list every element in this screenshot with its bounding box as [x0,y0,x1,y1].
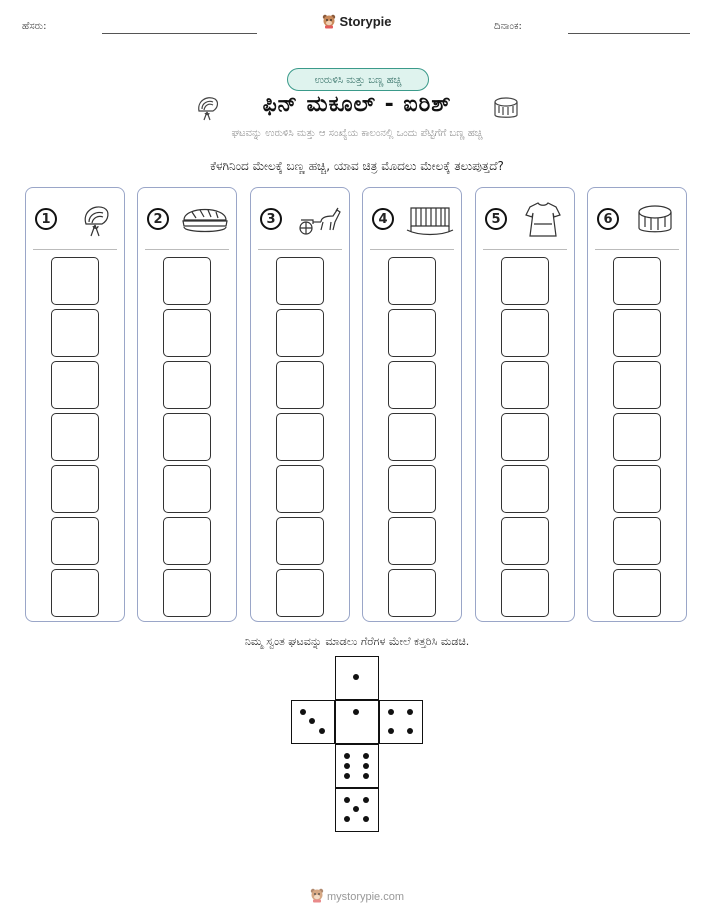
column-1 [25,187,125,622]
color-box[interactable] [388,257,436,305]
die-face-1b [335,700,379,744]
column-number: 2 [147,208,169,230]
color-box[interactable] [276,569,324,617]
column-number: 5 [485,208,507,230]
die-pip [363,753,369,759]
cradle-icon [405,200,455,238]
cut-instruction: ನಿಮ್ಮ ಸ್ವಂತ ಘಟವನ್ನು ಮಾಡಲು ಗೆರೆಗಳ ಮೇಲೆ ಕತ್ತರಿಸಿ ಮಡಚಿ. [244,635,470,648]
color-box[interactable] [51,413,99,461]
column-5 [475,187,575,622]
cheese-wheel-icon [630,200,680,238]
die-pip [319,728,325,734]
color-box[interactable] [613,465,661,513]
color-box[interactable] [388,569,436,617]
dress-icon [518,200,568,238]
name-label: ಹೆಸರು: [22,21,47,32]
die-pip [344,816,350,822]
die-pip [388,728,394,734]
color-box[interactable] [163,465,211,513]
color-box[interactable] [51,569,99,617]
color-box[interactable] [613,309,661,357]
color-box[interactable] [501,361,549,409]
color-box[interactable] [388,517,436,565]
color-box[interactable] [276,465,324,513]
horse-cart-icon [293,200,343,238]
column-4 [362,187,462,622]
color-box[interactable] [276,517,324,565]
color-box[interactable] [163,569,211,617]
die-pip [363,773,369,779]
column-number: 6 [597,208,619,230]
color-box[interactable] [613,569,661,617]
die-pip [353,806,359,812]
die-pip [344,797,350,803]
color-box[interactable] [163,257,211,305]
column-divider [483,249,567,250]
color-box[interactable] [613,517,661,565]
color-box[interactable] [501,309,549,357]
color-box[interactable] [163,413,211,461]
bear-logo-icon [310,888,324,906]
color-box[interactable] [613,413,661,461]
color-box[interactable] [163,361,211,409]
die-pip [407,709,413,715]
question-text: ಕೆಳಗಿನಿಂದ ಮೇಲಕ್ಕೆ ಬಣ್ಣ ಹಚ್ಚಿ, ಯಾವ ಚಿತ್ರ ಮೊದಲು ಮೇಲಕ್ಕೆ ತಲುಪುತ್ತದೆ? [210,159,504,173]
color-box[interactable] [51,309,99,357]
color-box[interactable] [613,361,661,409]
die-pip [363,797,369,803]
color-box[interactable] [501,413,549,461]
die-pip [353,709,359,715]
bread-loaf-icon [180,200,230,238]
activity-pill: ಉರುಳಿಸಿ ಮತ್ತು ಬಣ್ಣ ಹಚ್ಚಿ [287,68,429,91]
die-pip [407,728,413,734]
column-6 [587,187,687,622]
footer [0,888,714,906]
color-box[interactable] [501,569,549,617]
color-box[interactable] [51,257,99,305]
column-divider [145,249,229,250]
die-face-4 [379,700,423,744]
color-box[interactable] [501,257,549,305]
die-pip [344,763,350,769]
column-number: 3 [260,208,282,230]
color-box[interactable] [51,361,99,409]
color-box[interactable] [501,465,549,513]
column-2 [137,187,237,622]
die-pip [363,816,369,822]
die-face-5 [335,788,379,832]
color-box[interactable] [163,517,211,565]
die-pip [363,763,369,769]
column-divider [595,249,679,250]
die-pip [344,753,350,759]
column-3 [250,187,350,622]
color-box[interactable] [613,257,661,305]
color-box[interactable] [388,465,436,513]
column-divider [258,249,342,250]
column-divider [33,249,117,250]
column-number: 1 [35,208,57,230]
subtitle: ಘಟವನ್ನು ಉರುಳಿಸಿ ಮತ್ತು ಆ ಸಂಖ್ಯೆಯ ಕಾಲಂನಲ್ಲಿ ಒಂದು ಪೆಟ್ಟಿಗೆಗೆ ಬಣ್ಣ ಹಚ್ಚಿ [231,128,483,139]
color-box[interactable] [276,413,324,461]
bonnet-icon [68,200,118,238]
die-face-3 [291,700,335,744]
color-box[interactable] [276,257,324,305]
die-pip [344,773,350,779]
color-box[interactable] [388,361,436,409]
name-line[interactable] [102,33,257,34]
die-pip [388,709,394,715]
die-pip [353,674,359,680]
color-box[interactable] [388,309,436,357]
die-face-1 [335,656,379,700]
color-box[interactable] [276,309,324,357]
die-pip [300,709,306,715]
footer-url[interactable]: mystorypie.com [326,891,405,903]
die-face-6 [335,744,379,788]
page-title: ಫಿನ್ ಮಕೂಲ್ - ಐರಿಶ್ [262,92,452,117]
date-label: ದಿನಾಂಕ: [494,21,522,32]
brand-name: Storypie [339,14,392,29]
color-box[interactable] [501,517,549,565]
color-box[interactable] [51,465,99,513]
color-box[interactable] [51,517,99,565]
bear-logo-icon [322,14,336,32]
column-divider [370,249,454,250]
brand-logo [0,14,714,32]
column-number: 4 [372,208,394,230]
color-box[interactable] [163,309,211,357]
color-box[interactable] [276,361,324,409]
date-line[interactable] [568,33,690,34]
color-box[interactable] [388,413,436,461]
cheese-wheel-icon [491,93,521,127]
die-pip [309,718,315,724]
